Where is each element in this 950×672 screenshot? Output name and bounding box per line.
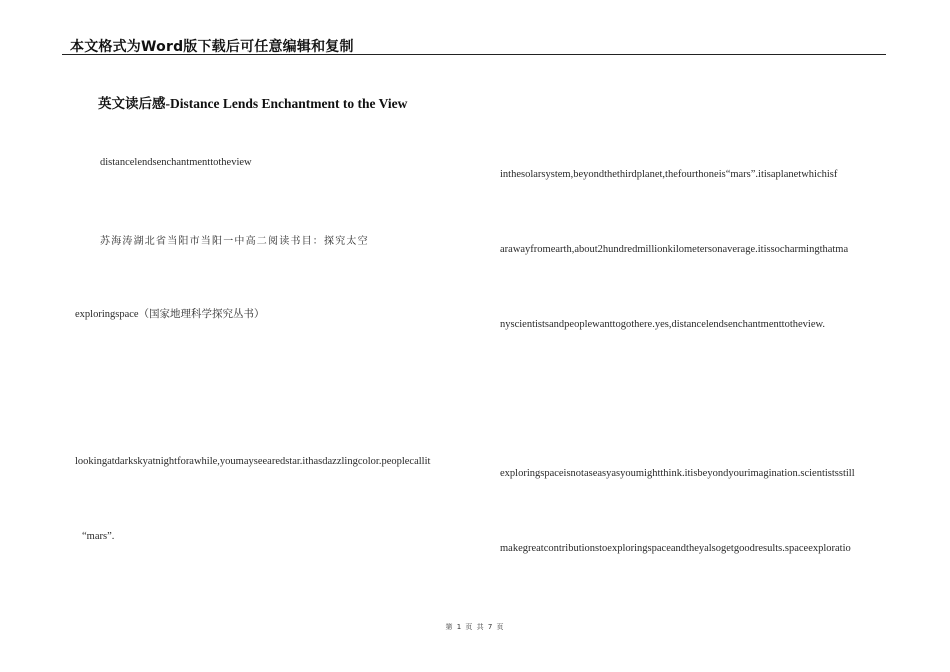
header-divider: [62, 54, 886, 55]
left-paragraph-2: 苏海涛湖北省当阳市当阳一中高二阅读书目：探究太空: [100, 236, 369, 247]
left-paragraph-1: distancelendsenchantmenttotheview: [100, 157, 252, 168]
right-paragraph-1: inthesolarsystem,beyondthethirdplanet,thefourthoneis“mars”.itisaplanetwhichisf: [500, 169, 838, 180]
left-paragraph-5: “mars”.: [82, 531, 115, 542]
document-title: 英文读后感-Distance Lends Enchantment to the View: [98, 96, 408, 111]
page-number-footer: 第 1 页 共 7 页: [445, 623, 505, 631]
document-header: 本文格式为Word版下载后可任意编辑和复制: [70, 39, 354, 55]
right-paragraph-2: arawayfromearth,about2hundredmillionkilometersonaverage.itissocharmingthatma: [500, 244, 849, 255]
right-paragraph-4: exploringspaceisnotaseasyasyoumightthink.itisbeyondyourimagination.scientistsstill: [500, 468, 855, 479]
right-paragraph-3: nyscientistsandpeoplewanttogothere.yes,distancelendsenchantmenttotheview.: [500, 319, 826, 330]
left-paragraph-3: exploringspace（国家地理科学探究丛书）: [75, 309, 265, 320]
left-paragraph-4: lookingatdarkskyatnightforawhile,youmayseearedstar.ithasdazzlingcolor.peoplecallit: [75, 456, 431, 467]
right-paragraph-5: makegreatcontributionstoexploringspaceandtheyalsogetgoodresults.spaceexploratio: [500, 543, 851, 554]
